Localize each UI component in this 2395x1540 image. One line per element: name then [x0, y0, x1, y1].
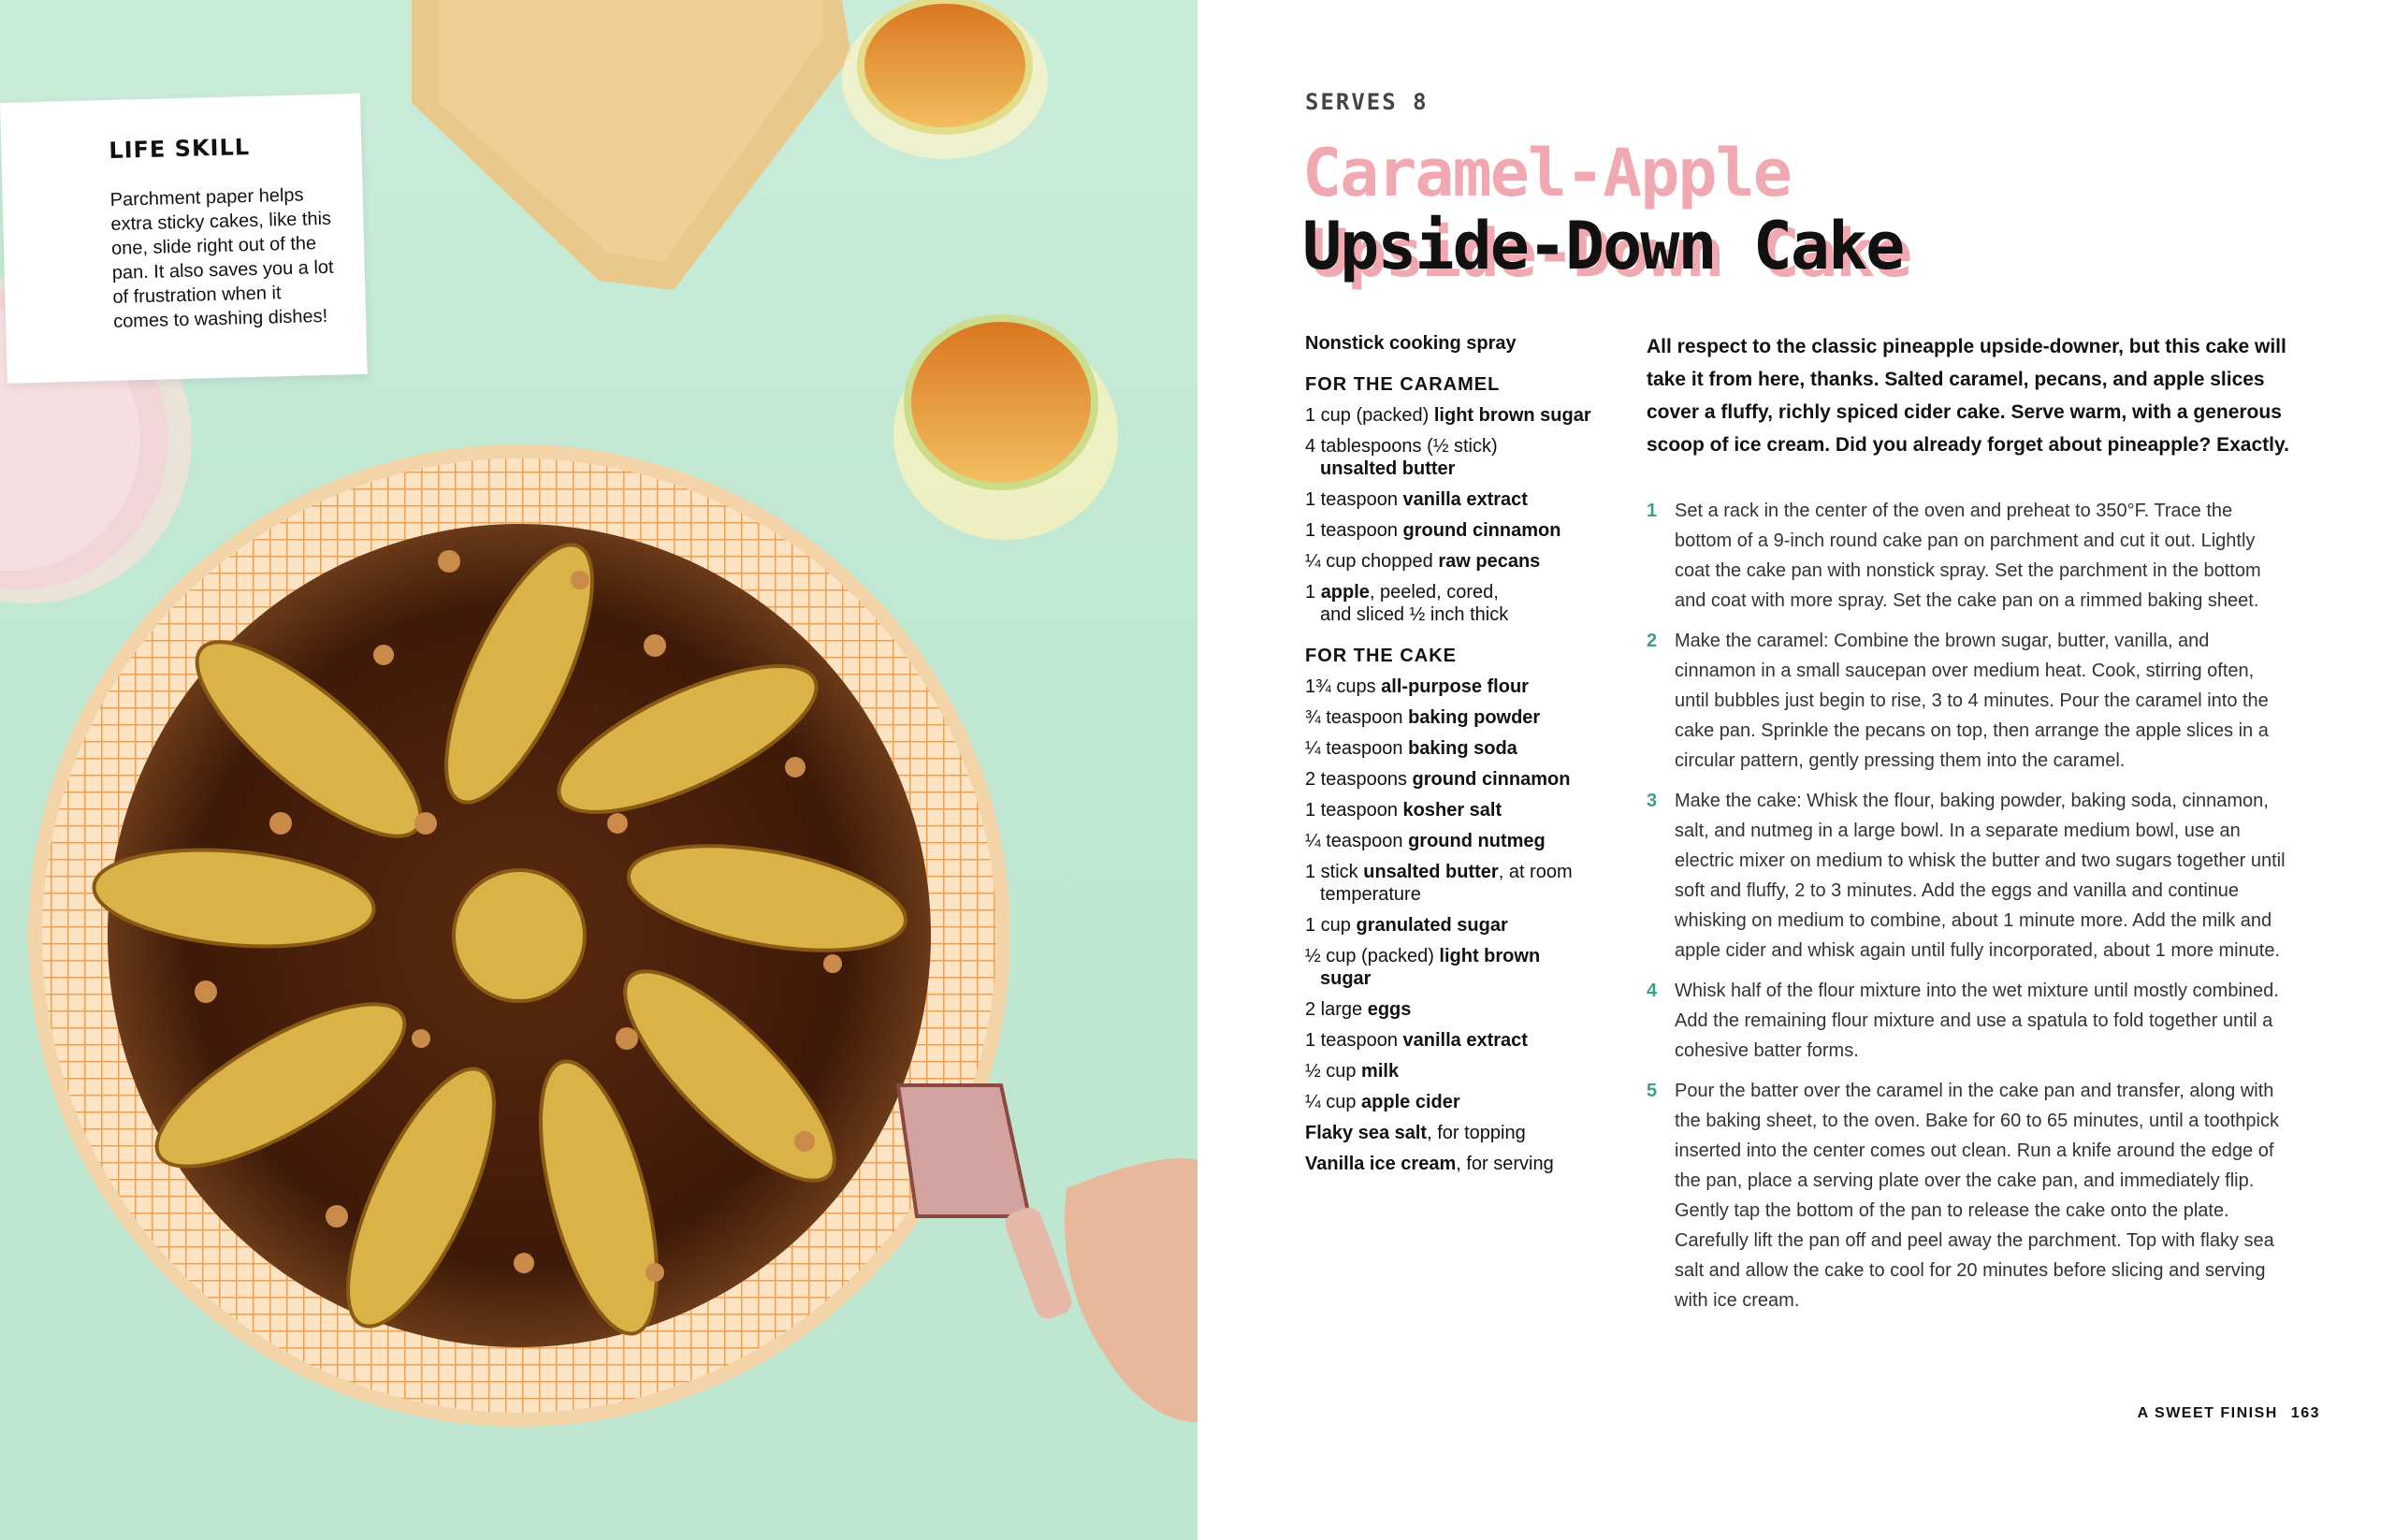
- method-step: [1647, 786, 2292, 966]
- ingredients-list: [1305, 332, 1623, 1184]
- serves-label: SERVES 8: [1305, 89, 1429, 115]
- step-text: Whisk half of the flour mixture into the wet mixture until mostly combined. Add the remaining flour mixture and use a spatula to fold together until a cohesive batter forms.: [1675, 981, 2279, 1061]
- ingredient-item: 1 cup granulated sugar: [1305, 915, 1508, 936]
- life-skill-body: Parchment paper helps extra sticky cakes, like this one, slide right out of the pan. It also saves you a lot of frustration when it comes to washing dishes!: [109, 184, 334, 332]
- step-text: Pour the batter over the caramel in the cake pan and transfer, along with the baking sheet, to the oven. Bake for 60 to 65 minutes, until a toothpick inserted into the center comes out clean. Run a knife around the edge of the pan, place a serving plate over the cake pan, and immediately flip. Gently tap the bottom of the pan to release the cake onto the plate. Carefully lift the pan off and peel away the parchment. Top with flaky sea salt and allow the cake to cool for 20 minutes before slicing and serving with ice cream.: [1675, 1081, 2279, 1311]
- ingredient-item: 1 teaspoon vanilla extract: [1305, 489, 1528, 510]
- ingredient-item: ¾ teaspoon baking powder: [1305, 707, 1541, 728]
- recipe-title-line-2: Upside-Down Cake: [1302, 208, 1904, 284]
- ingredient-item: 1 teaspoon vanilla extract: [1305, 1030, 1528, 1051]
- method-step: [1647, 1076, 2292, 1315]
- cake-server-and-hand: [898, 1085, 1198, 1422]
- ingredient-item: 1 teaspoon kosher salt: [1305, 800, 1502, 821]
- ingredient-item: 1 stick unsalted butter, at room temperature: [1305, 862, 1573, 905]
- step-number: 4: [1647, 981, 1658, 1001]
- ingredient-item: 4 tablespoons (½ stick) unsalted butter: [1305, 436, 1498, 479]
- method-steps: [1647, 496, 2292, 1326]
- method-step: [1647, 496, 2292, 616]
- step-number: 1: [1647, 501, 1658, 521]
- step-text: Set a rack in the center of the oven and preheat to 350°F. Trace the bottom of a 9-inch round cake pan on parchment and cut it out. Lightly coat the cake pan with nonstick spray. Set the parchment in the bottom and coat with more spray. Set the cake pan on a rimmed baking sheet.: [1675, 501, 2261, 611]
- ingredient-item: 1 teaspoon ground cinnamon: [1305, 520, 1561, 541]
- method-step: [1647, 976, 2292, 1066]
- ingredient-item: ¼ cup apple cider: [1305, 1092, 1460, 1112]
- gold-napkin: [412, 0, 851, 290]
- ingredient-serving: Vanilla ice cream, for serving: [1305, 1154, 1554, 1174]
- life-skill-title: LIFE SKILL: [109, 134, 251, 164]
- page-footer: [2138, 1405, 2320, 1422]
- cake-heading: FOR THE CAKE: [1305, 646, 1457, 666]
- ingredient-item: 1¾ cups all-purpose flour: [1305, 676, 1529, 697]
- ingredient-item: 1 apple, peeled, cored, and sliced ½ inch thick: [1305, 582, 1509, 625]
- ingredient-item: ½ cup (packed) light brown sugar: [1305, 946, 1541, 989]
- method-step: [1647, 626, 2292, 776]
- step-number: 5: [1647, 1081, 1658, 1101]
- recipe-intro: All respect to the classic pineapple upside-downer, but this cake will take it from here, thanks. Salted caramel, pecans, and apple slices cover a fluffy, richly spiced cider cake. Serve warm, with a generous scoop of ice cream. Did you already forget about pineapple? Exactly.: [1647, 336, 2289, 456]
- caramel-heading: FOR THE CARAMEL: [1305, 374, 1501, 395]
- section-name: A SWEET FINISH: [2137, 1405, 2278, 1421]
- ingredient-item: 2 large eggs: [1305, 999, 1412, 1020]
- ingredient-item: 2 teaspoons ground cinnamon: [1305, 769, 1571, 790]
- cider-glass-1: [842, 0, 1048, 159]
- recipe-title-line-1: Caramel-Apple: [1302, 135, 1791, 211]
- cider-glass-2: [893, 318, 1118, 540]
- ingredient-item: ¼ cup chopped raw pecans: [1305, 551, 1541, 572]
- step-text: Make the cake: Whisk the flour, baking powder, baking soda, cinnamon, salt, and nutmeg in a large bowl. In a separate medium bowl, use an electric mixer on medium to whisk the butter and two sugars together until soft and fluffy, 2 to 3 minutes. Add the eggs and vanilla and continue whisking on medium to combine, about 1 minute more. Add the milk and apple cider and whisk again until fully incorporated, about 1 more minute.: [1675, 791, 2286, 961]
- page-number: 163: [2290, 1405, 2320, 1421]
- ingredient-topping: Flaky sea salt, for topping: [1305, 1123, 1526, 1143]
- ingredient-spray: Nonstick cooking spray: [1305, 333, 1517, 354]
- step-text: Make the caramel: Combine the brown sugar, butter, vanilla, and cinnamon in a small saucepan over medium heat. Cook, stirring often, until bubbles just begin to rise, 3 to 4 minutes. Pour the caramel into the cake pan. Sprinkle the pecans on top, then arrange the apple slices in a circular pattern, gently pressing them into the caramel.: [1675, 631, 2269, 771]
- ingredient-item: ¼ teaspoon baking soda: [1305, 738, 1517, 759]
- step-number: 3: [1647, 791, 1658, 811]
- step-number: 2: [1647, 631, 1658, 651]
- ingredient-item: 1 cup (packed) light brown sugar: [1305, 405, 1591, 426]
- ingredient-item: ½ cup milk: [1305, 1061, 1400, 1082]
- life-skill-card: [0, 94, 368, 384]
- ingredient-item: ¼ teaspoon ground nutmeg: [1305, 831, 1546, 851]
- recipe-page: [1198, 0, 2395, 1540]
